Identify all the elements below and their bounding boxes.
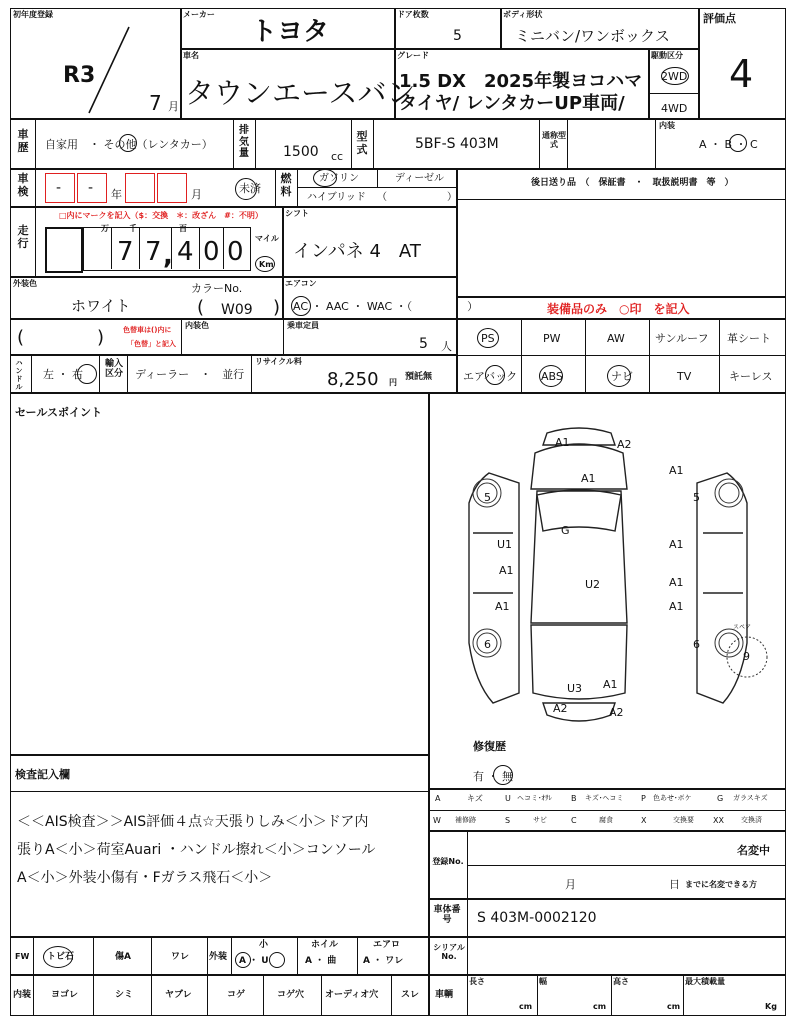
drive-2wd-circle <box>661 67 689 85</box>
size-label: 車輌 <box>435 990 454 1000</box>
first-registration-cell <box>10 8 182 120</box>
legend-w-code: W <box>433 816 441 825</box>
color-no-value: W09 <box>221 302 253 318</box>
first-reg-month: 7 <box>149 91 162 115</box>
grade-line-2: タイヤ/ レンタカーUP車両/ <box>399 93 625 114</box>
legend-xx-desc: 交換済 <box>741 816 762 824</box>
width-label: 幅 <box>539 977 547 986</box>
mileage-label: 走行 <box>17 224 29 250</box>
displacement-value: 1500 <box>283 144 319 160</box>
exterior-label: 外装 <box>209 952 228 962</box>
inspection-dash-1: - <box>56 180 62 196</box>
mileage-digit-3: 7 <box>145 237 162 267</box>
equipment-title-cell <box>456 296 786 320</box>
drive-cell <box>648 48 700 120</box>
inspection-dash-2: - <box>88 180 94 196</box>
interior-stain: シミ <box>115 990 134 1000</box>
score-cell <box>698 8 786 120</box>
shift-cell <box>282 206 458 278</box>
equip-abs-circle <box>539 365 563 387</box>
drive-4wd: 4WD <box>661 102 688 115</box>
handle-right-circle <box>77 364 97 384</box>
fw-scratch: 傷A <box>115 952 131 962</box>
mileage-comma: , <box>163 241 173 271</box>
mileage-digit-5: 0 <box>203 237 220 267</box>
shift-label: シフト <box>285 209 309 218</box>
equip-leather: 革シート <box>727 332 771 345</box>
aircon-cell <box>282 276 479 320</box>
fw-chip-circle <box>43 946 73 968</box>
score-label: 評価点 <box>703 12 736 25</box>
repair-history-value: 有 ・ 無 <box>473 770 513 783</box>
interior-grade-b-circle <box>729 134 747 152</box>
exterior-color-label: 外装色 <box>13 279 37 288</box>
mark-tire-fl: 5 <box>484 491 491 504</box>
name-change-status: 名変中 <box>737 844 770 857</box>
equip-sunroof: サンルーフ <box>655 332 709 345</box>
mark-a1-right: A1 <box>669 538 684 551</box>
after-items-label: 後日送り品 （ 保証書 ・ 取扱説明書 等 ） <box>531 178 734 188</box>
aircon-label: エアコン <box>285 279 317 288</box>
grade-cell <box>394 48 650 120</box>
spare-label: スペア <box>733 624 752 631</box>
car-name-label: 車名 <box>183 51 199 60</box>
equip-abs: ABS <box>541 370 563 383</box>
common-model-label: 通称型式 <box>542 131 566 150</box>
aircon-value: AC ・ AAC ・ WAC ・（ ） <box>293 300 479 313</box>
mileage-digit-6: 0 <box>227 237 244 267</box>
mark-tire-fr: 5 <box>693 491 700 504</box>
interior-tear: ヤブレ <box>165 990 192 1000</box>
bottom-row-2 <box>10 974 430 1016</box>
mark-u3-rear: U3 <box>567 682 583 695</box>
month-suffix: 月 <box>168 100 179 113</box>
bottom-row-1 <box>10 936 430 976</box>
size-cell <box>428 974 786 1016</box>
handle-row <box>10 354 458 394</box>
height-label: 高さ <box>613 977 629 986</box>
equip-navi-circle <box>607 365 631 387</box>
registration-day: 日 <box>669 878 680 891</box>
equip-ps: PS <box>481 332 495 345</box>
legend-u-code: U <box>505 794 511 803</box>
sales-point-label: セールスポイント <box>15 406 103 419</box>
history-row <box>10 118 786 170</box>
legend-w-desc: 補修跡 <box>455 816 476 824</box>
chassis-label: 車体番号 <box>433 905 461 926</box>
inspection-notes-line-1: ＜＜AIS検査＞＞AIS評価４点☆天張りしみ＜小＞ドア内 <box>17 814 369 830</box>
interior-label: 内装 <box>13 990 32 1000</box>
mark-a1-rear: A1 <box>603 678 618 691</box>
equip-pw: PW <box>543 332 561 345</box>
recycle-label: リサイクル料 <box>255 357 302 366</box>
mileage-note: □内にマークを記入（$：交換 ＊：改ざん #：不明） <box>59 211 263 220</box>
color-change-note-1: 色替車は()内に <box>123 326 172 334</box>
legend-a-code: A <box>435 794 441 803</box>
history-label: 車歴 <box>17 128 29 154</box>
exterior-color-value: ホワイト <box>71 297 131 315</box>
length-label: 長さ <box>469 977 485 986</box>
mark-a1-right-2: A1 <box>669 576 684 589</box>
legend-x-desc: 交換要 <box>673 816 694 824</box>
interior-color-label: 内装色 <box>185 321 209 330</box>
serial-label: シリアルNo. <box>433 943 465 962</box>
maker-value: トヨタ <box>251 17 330 47</box>
exterior-small: 小 <box>259 940 269 950</box>
mark-a1-right-front: A1 <box>669 464 684 477</box>
interior-color-row: ( ) 色替車は()内に 「色替」と記入 内装色 乗車定員 5 人 <box>10 318 458 356</box>
displacement-unit: cc <box>331 150 344 163</box>
grade-line-1: 1.5 DX 2025年製ヨコハマ <box>399 71 643 92</box>
mark-u2-roof: U2 <box>585 578 601 591</box>
fw-label: FW <box>15 952 30 961</box>
aero-value: A ・ ワレ <box>363 956 404 966</box>
model-value: 5BF-S 403M <box>415 136 499 152</box>
exterior-color-cell: 外装色 ホワイト カラーNo. ( W09 ) <box>10 276 284 320</box>
length-unit: cm <box>519 1002 533 1011</box>
capacity-value: 5 <box>419 336 428 352</box>
mark-a1-left: A1 <box>499 564 514 577</box>
interior-audio-hole: オーディオ穴 <box>325 990 379 1000</box>
auction-sheet <box>10 8 786 1016</box>
interior-rub: スレ <box>401 990 420 1000</box>
body-cell <box>500 8 700 50</box>
unit-hyaku: 百 <box>179 224 187 233</box>
shift-value: インパネ 4 AT <box>293 241 421 262</box>
equip-ps-circle <box>477 328 499 348</box>
fuel-diesel: ディーゼル <box>395 173 444 184</box>
mark-g-glass: G <box>561 524 570 537</box>
sales-point-cell <box>10 392 430 756</box>
inspection-notes-line-3: A＜小＞外装小傷有・Fガラス飛石＜小＞ <box>17 870 273 886</box>
mark-tire-rr: 6 <box>693 638 700 651</box>
displacement-label: 排気量 <box>239 125 249 159</box>
wheel-value: A ・ 曲 <box>305 956 337 966</box>
mark-a2-top: A2 <box>617 438 632 451</box>
interior-burn-hole: コゲ穴 <box>277 990 305 1000</box>
interior-dirt: ヨゴレ <box>51 990 79 1000</box>
equip-tv: TV <box>677 370 692 383</box>
mark-a1-right-rear: A1 <box>669 600 684 613</box>
max-load-unit: Kg <box>765 1002 777 1011</box>
legend-c-desc: 腐食 <box>599 816 613 824</box>
inspection-row <box>10 168 458 208</box>
max-load-label: 最大積載量 <box>685 977 725 986</box>
mark-a2-rear-right: A2 <box>609 706 624 719</box>
after-items-cell <box>456 168 786 298</box>
equipment-grid <box>456 318 786 394</box>
mark-tire-rl: 6 <box>484 638 491 651</box>
fuel-other: （ ） <box>377 192 457 203</box>
mark-a1-left-rear: A1 <box>495 600 510 613</box>
serial-cell <box>428 936 786 976</box>
inspection-none: 未済 <box>239 182 261 195</box>
capacity-label: 乗車定員 <box>287 321 319 330</box>
inspection-notes-cell <box>10 754 430 938</box>
mileage-digit-4: 4 <box>177 237 194 267</box>
registration-cell <box>428 830 786 900</box>
score-value: 4 <box>729 52 754 96</box>
chassis-number: S 403M-0002120 <box>477 910 597 926</box>
history-other-circle <box>119 134 137 152</box>
model-label: 型式 <box>356 130 368 156</box>
inspection-year: 年 <box>111 188 122 201</box>
exterior-value: A ・ U <box>239 956 269 966</box>
width-unit: cm <box>593 1002 607 1011</box>
recycle-deposit: 預託無 <box>405 372 433 382</box>
fuel-hybrid: ハイブリッド <box>307 192 366 203</box>
body-value: ミニバン/ワンボックス <box>515 27 670 45</box>
fuel-label: 燃料 <box>280 172 292 198</box>
fw-chip: トビ石 <box>47 952 75 962</box>
mark-a1-hood: A1 <box>581 472 596 485</box>
mileage-digit-2: 7 <box>117 237 134 267</box>
legend-b-desc: キズ･ヘコミ <box>585 794 624 802</box>
registration-deadline: までに名変できる方 <box>685 880 757 889</box>
doors-cell <box>394 8 502 50</box>
equip-aw: AW <box>607 332 625 345</box>
legend-g-desc: ガラスキズ <box>733 794 768 802</box>
equip-navi: ナビ <box>611 370 633 383</box>
recycle-value: 8,250 <box>327 369 379 390</box>
aero-label: エアロ <box>373 940 401 950</box>
maker-label: メーカー <box>183 10 215 19</box>
legend-s-code: S <box>505 816 511 825</box>
interior-grade-label: 内装 <box>659 121 675 130</box>
registration-month: 月 <box>565 878 576 891</box>
repair-history-label: 修復歴 <box>473 740 506 753</box>
legend-c-code: C <box>571 816 577 825</box>
aircon-ac-circle <box>291 296 311 316</box>
equip-airbag-circle <box>485 365 505 385</box>
fuel-gasoline: ガソリン <box>319 173 359 184</box>
doors-label: ドア枚数 <box>397 10 429 19</box>
mile-label: マイル <box>255 234 279 243</box>
equip-airbag: エアバック <box>463 370 518 383</box>
equipment-title: 装備品のみ ○印 を記入 <box>547 302 690 316</box>
damage-diagram-cell <box>428 392 786 790</box>
mark-a2-rear-left: A2 <box>553 702 568 715</box>
inspection-month: 月 <box>191 188 202 201</box>
inspection-notes-label: 検査記入欄 <box>15 768 70 781</box>
drive-2wd: 2WD <box>661 70 688 83</box>
equip-keyless: キーレス <box>729 370 773 383</box>
km-label: Km <box>259 260 274 269</box>
legend-p-code: P <box>641 794 646 803</box>
recycle-yen: 円 <box>389 378 397 387</box>
grade-label: グレード <box>397 51 429 60</box>
maker-cell <box>180 8 396 50</box>
legend-a-desc: キズ <box>467 794 483 803</box>
capacity-unit: 人 <box>441 340 452 353</box>
handle-label: ハンドル <box>15 359 23 392</box>
mark-u1-left: U1 <box>497 538 513 551</box>
fw-crack: ワレ <box>171 952 190 962</box>
body-label: ボディ形状 <box>503 10 543 19</box>
mileage-cell <box>10 206 284 278</box>
wheel-label: ホイル <box>311 940 339 950</box>
legend-b-code: B <box>571 794 577 803</box>
interior-grade-value: A ・ B ・ C <box>699 138 758 151</box>
car-diagram <box>429 393 787 791</box>
chassis-cell <box>428 898 786 938</box>
first-reg-label: 初年度登録 <box>13 10 53 19</box>
unit-sen: 千 <box>129 224 137 233</box>
inspection-label: 車検 <box>17 172 29 198</box>
doors-value: 5 <box>453 28 462 44</box>
spare-tire-mark: 9 <box>743 650 750 663</box>
inspection-notes-line-2: 張りA＜小＞荷室Auari ・ハンドル擦れ＜小＞コンソール <box>17 842 376 858</box>
unit-man: 万 <box>101 224 109 233</box>
legend-s-desc: サビ <box>533 816 547 824</box>
repair-none-circle <box>493 765 513 785</box>
legend-u-desc: ヘコミ･ｵｻﾚ <box>517 794 552 802</box>
color-change-note-2: 「色替」と記入 <box>127 340 176 348</box>
handle-value: 左 ・ 右 <box>43 368 83 381</box>
interior-burn: コゲ <box>227 990 246 1000</box>
legend-p-desc: 色あせ･ボケ <box>653 794 692 802</box>
car-name-value: タウンエースバン <box>185 76 416 110</box>
damage-legend <box>428 788 786 832</box>
mark-a1-top: A1 <box>555 436 570 449</box>
history-value: 自家用 ・ その他（レンタカー） <box>45 138 213 151</box>
km-circle <box>255 256 275 272</box>
import-label: 輸入区分 <box>104 359 123 380</box>
legend-xx-code: XX <box>713 816 724 825</box>
color-no-label: カラーNo. <box>191 282 243 295</box>
first-reg-era: R3 <box>63 63 96 88</box>
legend-g-code: G <box>717 794 724 803</box>
height-unit: cm <box>667 1002 681 1011</box>
import-value: ディーラー ・ 並行 <box>135 368 245 381</box>
registration-label: 登録No. <box>432 857 464 866</box>
drive-label: 駆動区分 <box>651 51 683 60</box>
legend-x-code: X <box>641 816 647 825</box>
